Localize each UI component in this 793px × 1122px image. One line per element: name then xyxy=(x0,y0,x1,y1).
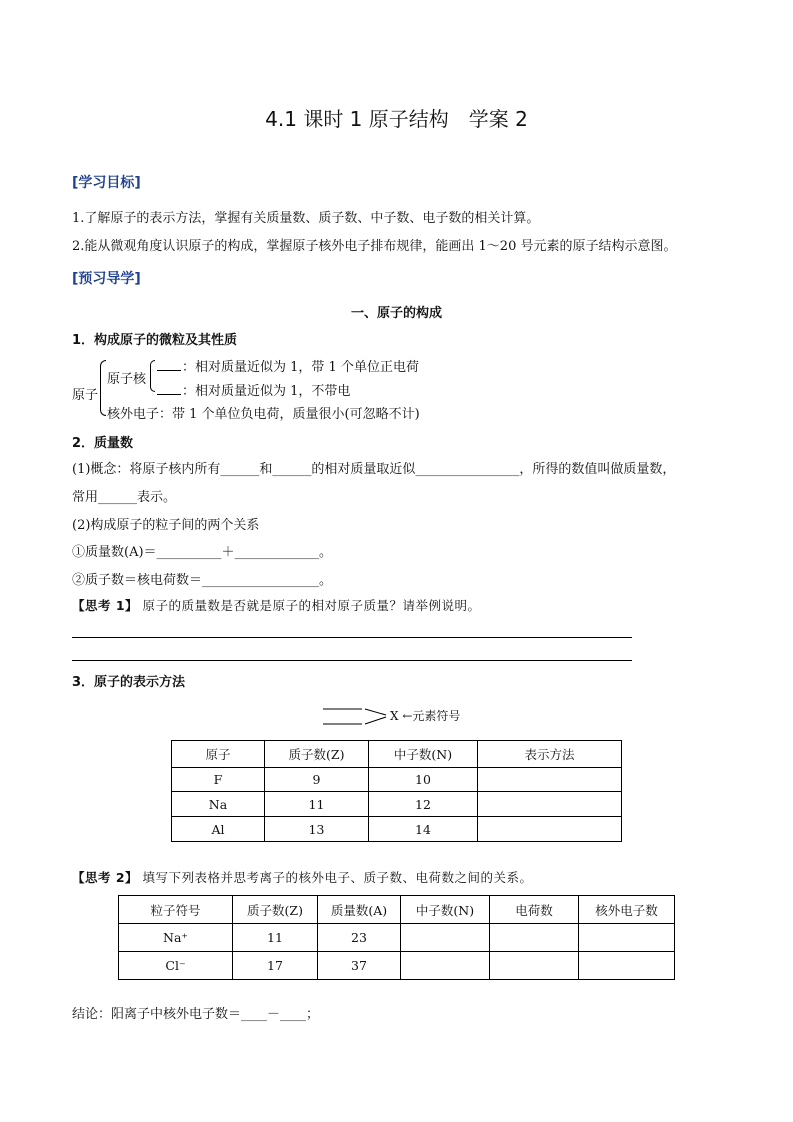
table-header-cell: 核外电子数 xyxy=(579,896,675,924)
table-cell: 17 xyxy=(233,952,318,980)
answer-line-1 xyxy=(72,637,632,638)
proton-blank xyxy=(157,356,181,371)
think2 xyxy=(72,868,533,886)
table-cell xyxy=(478,768,622,792)
table-cell: Al xyxy=(172,817,265,842)
conclusion: 结论：阳离子中核外电子数＝____－____； xyxy=(72,1007,320,1022)
neutron-blank xyxy=(157,380,181,395)
think2-text: 填写下列表格并思考离子的核外电子、质子数、电荷数之间的关系。 xyxy=(142,870,533,885)
table-row xyxy=(119,924,675,952)
think1 xyxy=(72,596,481,614)
goal-item-2: 2.能从微观角度认识原子的构成，掌握原子核外电子排布规律，能画出 1～20 号元素的原子结构示意图。 xyxy=(72,239,677,254)
table-cell xyxy=(490,952,579,980)
table-cell: 37 xyxy=(318,952,401,980)
goals-heading: [学习目标] xyxy=(72,175,141,191)
table-header-cell: 粒子符号 xyxy=(119,896,233,924)
atom-label: 原子 xyxy=(72,388,99,403)
table-cell: Na⁺ xyxy=(119,924,233,952)
table-header-cell: 质量数(A) xyxy=(318,896,401,924)
section1-title: 1．构成原子的微粒及其性质 xyxy=(72,333,238,348)
mass-number-concept: (1)概念：将原子核内所有______和______的相对质量取近似________________，所得的数值叫做质量数， xyxy=(72,462,676,477)
table-row xyxy=(172,817,622,842)
table-header-cell: 电荷数 xyxy=(490,896,579,924)
electron-desc: 核外电子：带 1 个单位负电荷，质量很小(可忽略不计) xyxy=(107,407,420,422)
table-cell: 14 xyxy=(369,817,478,842)
nucleus-brace xyxy=(150,360,155,392)
section3-title: 3．原子的表示方法 xyxy=(72,675,186,690)
table-cell: Na xyxy=(172,792,265,817)
table-cell xyxy=(490,924,579,952)
table-header-row xyxy=(119,896,675,924)
neutron-desc: ：相对质量近似为 1，不带电 xyxy=(182,384,351,399)
table-cell: 9 xyxy=(265,768,369,792)
table-header-cell: 质子数(Z) xyxy=(265,741,369,768)
table-cell: 11 xyxy=(265,792,369,817)
think2-label: 【思考 2】 xyxy=(72,870,139,885)
table-cell: 11 xyxy=(233,924,318,952)
table-cell: F xyxy=(172,768,265,792)
element-symbol-note: X ←元素符号 xyxy=(390,709,461,723)
table-cell xyxy=(478,817,622,842)
table-cell: 23 xyxy=(318,924,401,952)
table-row xyxy=(172,768,622,792)
relation-2: ②质子数＝核电荷数＝__________________。 xyxy=(72,573,333,588)
table-cell: 12 xyxy=(369,792,478,817)
table-header-row xyxy=(172,741,622,768)
table-cell: Cl⁻ xyxy=(119,952,233,980)
atom-brace xyxy=(100,360,106,416)
table-header-cell: 中子数(N) xyxy=(401,896,490,924)
table-header-cell: 质子数(Z) xyxy=(233,896,318,924)
table-cell xyxy=(579,952,675,980)
table-row xyxy=(172,792,622,817)
table-row xyxy=(119,952,675,980)
table-cell xyxy=(478,792,622,817)
page-title: 4.1 课时 1 原子结构 学案 2 xyxy=(265,107,528,131)
nucleus-label: 原子核 xyxy=(107,372,147,387)
relations-title: (2)构成原子的粒子间的两个关系 xyxy=(72,518,260,533)
table-cell: 13 xyxy=(265,817,369,842)
section2-title: 2．质量数 xyxy=(72,436,134,451)
think1-label: 【思考 1】 xyxy=(72,598,139,613)
think1-text: 原子的质量数是否就是原子的相对原子质量？请举例说明。 xyxy=(142,598,481,613)
relation-1: ①质量数(A)＝__________＋_____________。 xyxy=(72,545,333,560)
table-cell xyxy=(401,952,490,980)
table-header-cell: 原子 xyxy=(172,741,265,768)
goal-item-1: 1.了解原子的表示方法，掌握有关质量数、质子数、中子数、电子数的相关计算。 xyxy=(72,211,540,226)
part1-title: 一、原子的构成 xyxy=(350,306,442,321)
table-header-cell: 表示方法 xyxy=(478,741,622,768)
atom-notation-table xyxy=(171,740,622,842)
ion-table xyxy=(118,895,675,980)
mass-number-symbol: 常用______表示。 xyxy=(72,490,177,505)
preview-heading: [预习导学] xyxy=(72,271,141,287)
table-cell xyxy=(579,924,675,952)
table-header-cell: 中子数(N) xyxy=(369,741,478,768)
table-cell: 10 xyxy=(369,768,478,792)
nuclide-notation-arrows xyxy=(320,700,390,730)
table-cell xyxy=(401,924,490,952)
proton-desc: ：相对质量近似为 1，带 1 个单位正电荷 xyxy=(182,360,419,375)
answer-line-2 xyxy=(72,660,632,661)
